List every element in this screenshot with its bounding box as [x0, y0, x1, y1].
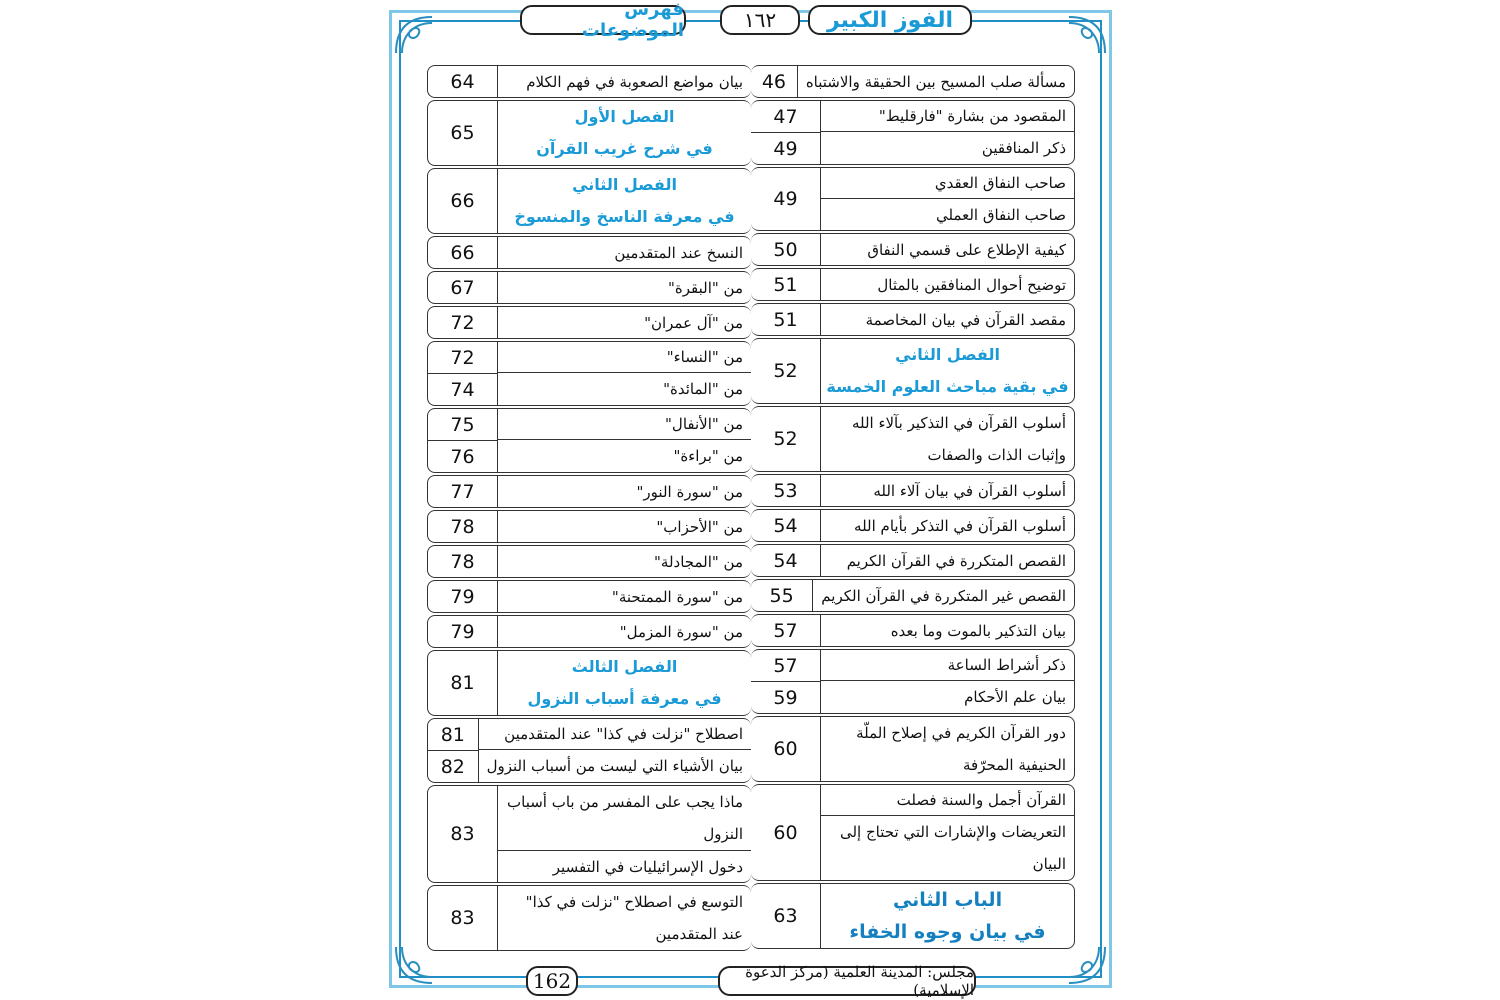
toc-chapter-heading: [498, 101, 751, 165]
toc-topic: المقصود من بشارة "فارقليط": [821, 101, 1074, 132]
toc-topics: [821, 101, 1074, 164]
toc-topics: [498, 886, 751, 950]
toc-page-numbers: [751, 717, 821, 781]
toc-topics: [498, 342, 751, 405]
toc-topics: [498, 169, 751, 233]
toc-topic: بيان الأشياء التي ليست من أسباب النزول: [486, 756, 743, 775]
toc-topic: من "سورة النور": [636, 482, 743, 501]
toc-page-numbers: [751, 650, 821, 713]
corner-ornament-icon: [1065, 13, 1109, 57]
toc-topic: من "المائدة": [663, 379, 743, 398]
toc-page-numbers: [428, 719, 479, 782]
toc-entry-group: [427, 475, 751, 508]
toc-topic: ذكر المنافقين: [981, 138, 1066, 157]
toc-page-number: 54: [773, 514, 798, 537]
toc-page-number: 83: [450, 907, 475, 929]
toc-page-number: 49: [773, 188, 798, 210]
toc-topics: [821, 717, 1074, 781]
toc-page-numbers: [428, 342, 498, 405]
toc-page-numbers: [751, 545, 821, 576]
toc-entry-group: [427, 580, 751, 613]
toc-entry-group: [427, 650, 751, 716]
toc-topics: [821, 785, 1074, 880]
toc-entry-group: [751, 883, 1075, 949]
toc-entry-group: [751, 406, 1075, 472]
toc-topics: [498, 476, 751, 507]
toc-topics: [821, 269, 1074, 300]
toc-entry-group: [751, 233, 1075, 266]
toc-page-numbers: [428, 581, 498, 612]
toc-page-numbers: [428, 101, 498, 165]
toc-page-number: 66: [450, 190, 475, 212]
toc-topics: [821, 304, 1074, 335]
toc-page-number: 47: [751, 101, 820, 133]
toc-page-numbers: [751, 304, 821, 335]
toc-page-number: 76: [450, 445, 475, 468]
toc-entry-group: [751, 649, 1075, 714]
toc-topics: [498, 546, 751, 577]
toc-page-number: 65: [450, 122, 475, 144]
chapter-subtitle: في بيان وجوه الخفاء: [849, 921, 1046, 943]
section-title: فهرس الموضوعات: [520, 5, 686, 35]
toc-chapter-heading: [821, 884, 1074, 948]
toc-topic: النسخ عند المتقدمين: [614, 243, 743, 262]
toc-page-number: 72: [428, 342, 497, 374]
toc-topics: [798, 66, 1074, 97]
toc-entry-group: [427, 100, 751, 166]
chapter-subtitle: في بقية مباحث العلوم الخمسة: [826, 377, 1069, 396]
toc-topic: صاحب النفاق العملي: [935, 205, 1066, 224]
toc-entry-group: [751, 579, 1075, 612]
toc-topics: [498, 409, 751, 472]
toc-page-numbers: [751, 884, 821, 948]
toc-page-number: 64: [450, 70, 475, 93]
toc-page-numbers: [751, 339, 821, 403]
toc-topic: بيان علم الأحكام: [964, 687, 1066, 706]
toc-topic: بيان التذكير بالموت وما بعده: [890, 621, 1066, 640]
toc-page-numbers: [428, 616, 498, 647]
toc-page-numbers: [428, 237, 498, 268]
toc-entry-group: [751, 338, 1075, 404]
toc-page-numbers: [428, 66, 498, 97]
toc-entry-group: [751, 509, 1075, 542]
toc-page-number: 78: [450, 515, 475, 538]
toc-entry-group: [427, 718, 751, 783]
toc-topics: [821, 475, 1074, 506]
toc-topics: [498, 272, 751, 303]
toc-topics: [821, 884, 1074, 948]
toc-page-number: 72: [450, 311, 475, 334]
toc-topics: [813, 580, 1074, 611]
toc-page-numbers: [428, 651, 498, 715]
table-of-contents: [427, 65, 1075, 953]
toc-topics: [498, 511, 751, 542]
toc-entry-group: [427, 510, 751, 543]
toc-page-number: 57: [751, 650, 820, 682]
toc-page-numbers: [428, 786, 498, 882]
toc-entry-group: [427, 785, 751, 883]
toc-entry-group: [751, 614, 1075, 647]
toc-page-numbers: [751, 510, 821, 541]
chapter-subtitle: في معرفة أسباب النزول: [527, 689, 722, 708]
toc-topics: [821, 234, 1074, 265]
toc-topic: دخول الإسرائيليات في التفسير: [552, 857, 743, 876]
toc-topics: [479, 719, 751, 782]
chapter-subtitle: في معرفة الناسخ والمنسوخ: [514, 207, 735, 226]
toc-page-number: 63: [773, 905, 798, 927]
toc-chapter-heading: [498, 169, 751, 233]
chapter-title: الفصل الثالث: [571, 657, 678, 676]
toc-page-numbers: [751, 407, 821, 471]
toc-topics: [498, 101, 751, 165]
toc-topic: القصص المتكررة في القرآن الكريم: [846, 551, 1066, 570]
toc-topic: مسألة صلب المسيح بين الحقيقة والاشتباه: [805, 72, 1066, 91]
toc-entry-group: [751, 100, 1075, 165]
toc-entry-group: [427, 271, 751, 304]
chapter-title: الفصل الأول: [574, 107, 675, 126]
toc-page-numbers: [751, 168, 821, 230]
toc-topic: من "النساء": [498, 342, 751, 373]
toc-page-number: 79: [450, 585, 475, 608]
toc-entry-group: [751, 268, 1075, 301]
toc-page-number: 81: [450, 672, 475, 694]
toc-entry-group: [427, 236, 751, 269]
toc-column-right: [751, 65, 1075, 953]
toc-page-numbers: [428, 409, 498, 472]
book-title: الفوز الكبير: [808, 5, 972, 35]
toc-entry-group: [751, 303, 1075, 336]
toc-topic: بيان مواضع الصعوبة في فهم الكلام: [526, 72, 743, 91]
toc-page-numbers: [428, 307, 498, 338]
toc-page-number: 66: [450, 241, 475, 264]
toc-topics: [821, 339, 1074, 403]
toc-page-number: 46: [761, 70, 787, 93]
toc-topics: [498, 651, 751, 715]
toc-page-numbers: [428, 511, 498, 542]
toc-topic: من "سورة الممتحنة": [611, 587, 743, 606]
toc-topic: ماذا يجب على المفسر من باب أسباب النزول: [498, 786, 751, 851]
toc-page-numbers: [428, 886, 498, 950]
page-number: 162: [526, 966, 578, 996]
toc-entry-group: [427, 341, 751, 406]
toc-topic: صاحب النفاق العقدي: [821, 168, 1074, 199]
toc-topic: كيفية الإطلاع على قسمي النفاق: [867, 240, 1066, 259]
toc-page-number: 51: [773, 308, 798, 331]
toc-entry-group: [427, 545, 751, 578]
toc-page-number: 55: [769, 584, 794, 607]
toc-topics: [498, 237, 751, 268]
toc-chapter-heading: [821, 339, 1074, 403]
toc-column-left: [427, 65, 751, 953]
toc-topic: مقصد القرآن في بيان المخاصمة: [865, 310, 1066, 329]
toc-page-numbers: [751, 269, 821, 300]
toc-topic: التوسع في اصطلاح "نزلت في كذا" عند المتقدمين: [525, 893, 743, 943]
toc-topic: من "البقرة": [667, 278, 743, 297]
toc-topic: ذكر أشراط الساعة: [821, 650, 1074, 681]
toc-topics: [498, 616, 751, 647]
chapter-title: الفصل الثاني: [572, 175, 677, 194]
toc-topic: من "الأحزاب": [656, 517, 743, 536]
toc-page-numbers: [428, 476, 498, 507]
corner-ornament-icon: [392, 13, 436, 57]
toc-topic: أسلوب القرآن في بيان آلاء الله: [873, 481, 1066, 500]
toc-entry-group: [427, 306, 751, 339]
chapter-title: الباب الثاني: [892, 889, 1003, 911]
toc-page-numbers: [428, 169, 498, 233]
chapter-title: الفصل الثاني: [895, 345, 1000, 364]
toc-topic: التعريضات والإشارات التي تحتاج إلى البيان: [839, 823, 1066, 873]
toc-entry-group: [751, 474, 1075, 507]
toc-topic: من "آل عمران": [644, 313, 743, 332]
toc-page-number: 60: [773, 821, 798, 844]
toc-page-number: 51: [773, 273, 798, 296]
toc-topics: [821, 510, 1074, 541]
toc-topics: [498, 66, 751, 97]
toc-entry-group: [751, 65, 1075, 98]
toc-page-number: 53: [773, 479, 798, 502]
toc-entry-group: [427, 885, 751, 951]
toc-topic: من "الأنفال": [498, 409, 751, 440]
toc-topic: من "براءة": [673, 446, 743, 465]
toc-topic: القصص غير المتكررة في القرآن الكريم: [821, 586, 1066, 605]
toc-page-number: 67: [450, 276, 475, 299]
toc-entry-group: [751, 167, 1075, 231]
publisher-name: مجلس: المدينة العلمية (مركز الدعوة الإسلامية): [718, 966, 976, 996]
toc-topic: توضيح أحوال المنافقين بالمثال: [877, 275, 1066, 294]
toc-page-number: 79: [450, 620, 475, 643]
toc-page-number: 75: [428, 409, 497, 441]
toc-topics: [498, 581, 751, 612]
toc-topics: [821, 545, 1074, 576]
toc-page-number: 59: [773, 686, 798, 709]
toc-entry-group: [751, 784, 1075, 881]
toc-page-number: 78: [450, 550, 475, 573]
toc-page-numbers: [751, 615, 821, 646]
toc-entry-group: [427, 168, 751, 234]
toc-entry-group: [427, 615, 751, 648]
toc-topics: [498, 786, 751, 882]
toc-topic: من "المجادلة": [654, 552, 743, 571]
toc-page-numbers: [428, 546, 498, 577]
toc-entry-group: [427, 65, 751, 98]
toc-page-number: 83: [450, 823, 475, 845]
toc-topic: القرآن أجمل والسنة فصلت: [821, 785, 1074, 816]
toc-entry-group: [751, 716, 1075, 782]
toc-topic: أسلوب القرآن في التذكير بآلاء الله وإثبات الذات والصفات: [851, 414, 1066, 464]
toc-page-number: 52: [773, 360, 798, 382]
toc-page-number: 60: [773, 738, 798, 760]
toc-chapter-heading: [498, 651, 751, 715]
toc-entry-group: [427, 408, 751, 473]
toc-topic: من "سورة المزمل": [619, 622, 743, 641]
toc-topic: أسلوب القرآن في التذكر بأيام الله: [854, 516, 1066, 535]
toc-page-number: 50: [773, 238, 798, 261]
chapter-subtitle: في شرح غريب القرآن: [536, 139, 713, 158]
toc-topics: [821, 407, 1074, 471]
toc-page-numbers: [751, 580, 813, 611]
toc-page-number: 74: [450, 378, 475, 401]
toc-topics: [821, 168, 1074, 230]
toc-entry-group: [751, 544, 1075, 577]
toc-page-numbers: [751, 475, 821, 506]
toc-page-number: 52: [773, 428, 798, 450]
toc-page-number: 82: [440, 755, 465, 778]
toc-page-numbers: [751, 234, 821, 265]
page-number-arabic: ١٦٢: [720, 5, 800, 35]
toc-topic: دور القرآن الكريم في إصلاح الملّة الحنيفية المحرّفة: [856, 724, 1066, 774]
toc-page-number: 57: [773, 619, 798, 642]
toc-topics: [498, 307, 751, 338]
toc-topics: [821, 650, 1074, 713]
toc-page-number: 54: [773, 549, 798, 572]
toc-topic: اصطلاح "نزلت في كذا" عند المتقدمين: [479, 719, 751, 750]
toc-page-number: 77: [450, 480, 475, 503]
toc-page-number: 49: [773, 137, 798, 160]
toc-page-numbers: [751, 785, 821, 880]
toc-page-numbers: [428, 272, 498, 303]
toc-page-numbers: [751, 66, 798, 97]
toc-page-numbers: [751, 101, 821, 164]
toc-page-number: 81: [428, 719, 478, 751]
toc-topics: [821, 615, 1074, 646]
